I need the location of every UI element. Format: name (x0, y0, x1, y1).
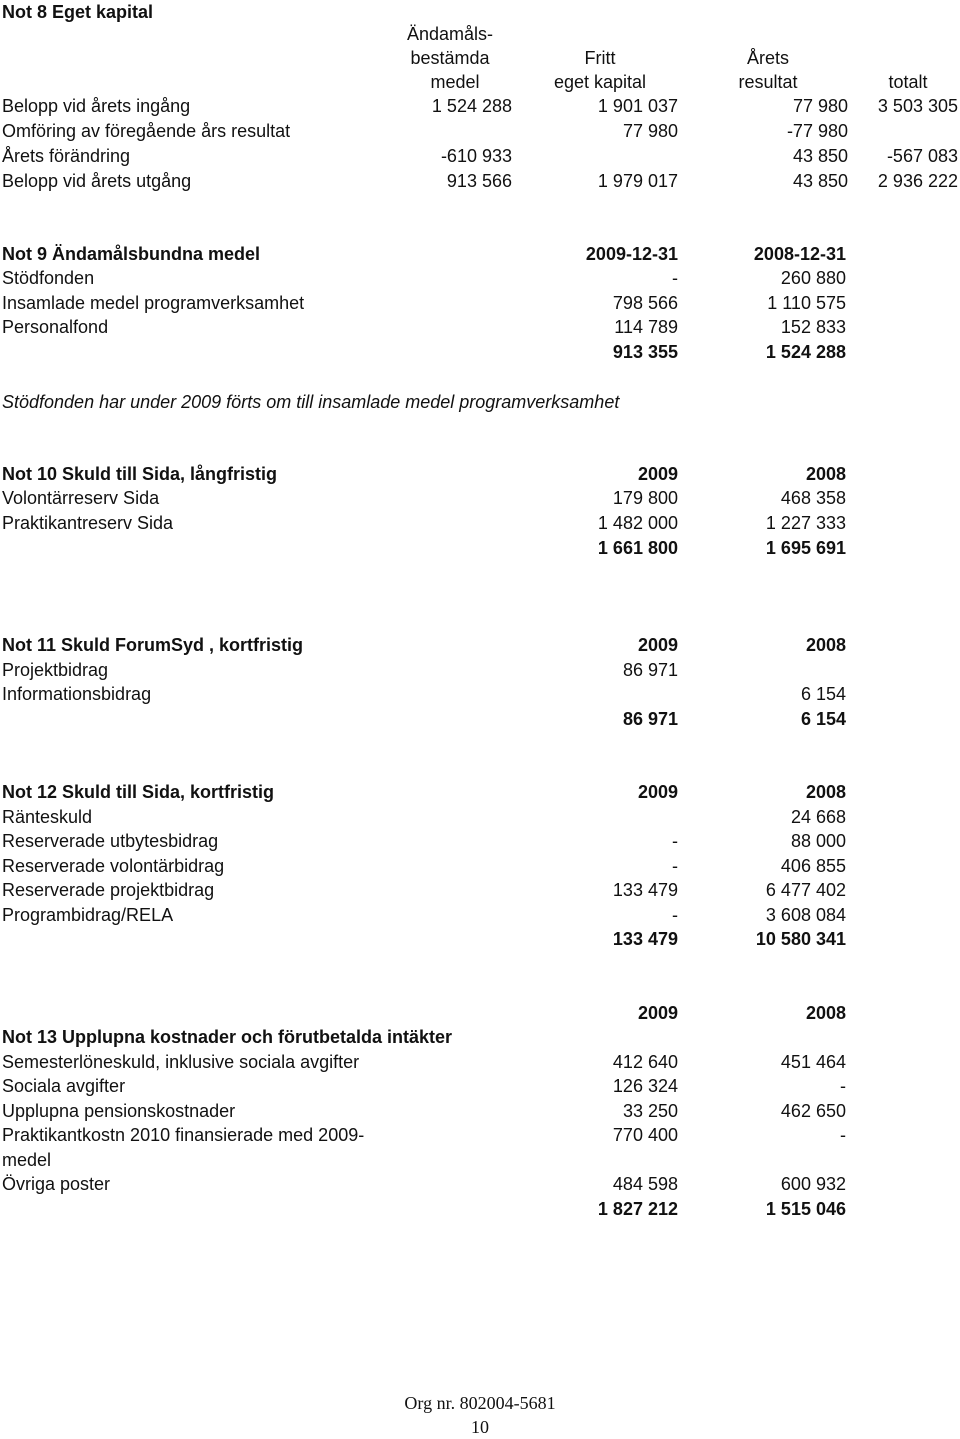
not10-row (2, 486, 958, 510)
not13-total-row (2, 1197, 958, 1221)
row-label: Praktikantkostn 2010 finansierade med 2009- (2, 1125, 365, 1145)
not8-row (2, 94, 958, 118)
not8-title: Not 8 Eget kapital (2, 2, 154, 22)
not8-row (2, 144, 958, 168)
value-2008: 260 880 (780, 268, 846, 288)
total-2009: 86 971 (622, 709, 678, 729)
not11-total-row (2, 707, 958, 731)
not9-header (2, 242, 958, 266)
total-2008: 1 524 288 (765, 342, 846, 362)
value-2008: - (840, 1076, 846, 1096)
value-2008: - (840, 1125, 846, 1145)
value-col2: 1 901 037 (597, 96, 678, 116)
value-2009: - (672, 268, 678, 288)
value-col2: 1 979 017 (597, 171, 678, 191)
row-label: Belopp vid årets ingång (2, 96, 191, 116)
row-label: Ränteskuld (2, 807, 93, 827)
column-header-2008: 2008 (805, 464, 846, 484)
total-2009: 1 827 212 (597, 1199, 678, 1219)
column-header-2009: 2009-12-31 (585, 244, 678, 264)
value-2009: 126 324 (612, 1076, 678, 1096)
total-2008: 1 695 691 (765, 538, 846, 558)
value-2009: 133 479 (612, 880, 678, 900)
not12-row (2, 829, 958, 853)
column-header-2009: 2009 (637, 1003, 678, 1023)
value-2009: - (672, 831, 678, 851)
total-2008: 1 515 046 (765, 1199, 846, 1219)
not8-header-col1-line3: medel (430, 72, 480, 92)
not8-row (2, 169, 958, 193)
not12-row (2, 903, 958, 927)
column-header-2008: 2008 (805, 782, 846, 802)
value-2009: 86 971 (622, 660, 678, 680)
column-header-2009: 2009 (637, 635, 678, 655)
not13-column-headers (2, 1001, 958, 1025)
row-label: Reserverade projektbidrag (2, 880, 215, 900)
value-2008: 88 000 (790, 831, 846, 851)
value-2009: 798 566 (612, 293, 678, 313)
not8-header-col3-line2: resultat (738, 72, 798, 92)
row-label: Belopp vid årets utgång (2, 171, 192, 191)
value-col4: 3 503 305 (877, 96, 958, 116)
row-label: Omföring av föregående års resultat (2, 121, 291, 141)
value-2008: 451 464 (780, 1052, 846, 1072)
not9-note: Stödfonden har under 2009 förts om till insamlade medel programverksamhet (2, 392, 620, 412)
value-col4: 2 936 222 (877, 171, 958, 191)
value-2008: 6 477 402 (765, 880, 846, 900)
row-label: Sociala avgifter (2, 1076, 126, 1096)
row-label: Volontärreserv Sida (2, 488, 160, 508)
value-2008: 1 227 333 (765, 513, 846, 533)
value-2008: 600 932 (780, 1174, 846, 1194)
total-2008: 10 580 341 (755, 929, 846, 949)
not10-title: Not 10 Skuld till Sida, långfristig (2, 464, 278, 484)
not11-row (2, 682, 958, 706)
column-header-2009: 2009 (637, 782, 678, 802)
not9-title: Not 9 Ändamålsbundna medel (2, 244, 261, 264)
not9-row (2, 291, 958, 315)
value-col3: 77 980 (792, 96, 848, 116)
value-2009: 1 482 000 (597, 513, 678, 533)
total-2009: 133 479 (612, 929, 678, 949)
column-header-2008: 2008-12-31 (753, 244, 846, 264)
value-col2: 77 980 (622, 121, 678, 141)
row-label: Semesterlöneskuld, inklusive sociala avgifter (2, 1052, 360, 1072)
not9-row (2, 315, 958, 339)
page-number: 10 (471, 1417, 489, 1437)
row-label: Insamlade medel programverksamhet (2, 293, 305, 313)
not8-header-col2-line1: Fritt (584, 48, 616, 68)
value-2008: 3 608 084 (765, 905, 846, 925)
value-2009: 114 789 (614, 317, 678, 337)
not8-header-col1-line1: Ändamåls- (406, 24, 494, 44)
not8-header-col1-line2: bestämda (410, 48, 490, 68)
value-2008: 1 110 575 (767, 293, 846, 313)
value-col1: 913 566 (446, 171, 512, 191)
value-2008: 468 358 (780, 488, 846, 508)
not13-row (2, 1050, 958, 1074)
value-2009: 484 598 (612, 1174, 678, 1194)
row-label: Personalfond (2, 317, 109, 337)
not8-row (2, 119, 958, 143)
value-col1: 1 524 288 (431, 96, 512, 116)
not12-row (2, 878, 958, 902)
value-col3: 43 850 (792, 146, 848, 166)
value-2009: 33 250 (622, 1101, 678, 1121)
value-col3: 43 850 (792, 171, 848, 191)
row-label: Stödfonden (2, 268, 95, 288)
column-header-2009: 2009 (637, 464, 678, 484)
not13-row (2, 1123, 958, 1147)
not10-header (2, 462, 958, 486)
row-label: Övriga poster (2, 1174, 111, 1194)
row-label: medel (2, 1150, 52, 1170)
not8-header-col3-line1: Årets (746, 48, 789, 68)
not11-row (2, 658, 958, 682)
not13-title: Not 13 Upplupna kostnader och förutbetalda intäkter (2, 1027, 453, 1047)
value-2008: 152 833 (780, 317, 846, 337)
value-2009: - (672, 856, 678, 876)
column-header-2008: 2008 (805, 635, 846, 655)
row-label: Programbidrag/RELA (2, 905, 174, 925)
not12-header (2, 780, 958, 804)
not11-header (2, 633, 958, 657)
value-2009: 179 800 (612, 488, 678, 508)
value-2009: 412 640 (612, 1052, 678, 1072)
total-2008: 6 154 (800, 709, 846, 729)
row-label: Reserverade volontärbidrag (2, 856, 225, 876)
value-2008: 406 855 (780, 856, 846, 876)
row-label: Informationsbidrag (2, 684, 152, 704)
row-label: Reserverade utbytesbidrag (2, 831, 219, 851)
not12-row (2, 854, 958, 878)
not13-row (2, 1099, 958, 1123)
not11-title: Not 11 Skuld ForumSyd , kortfristig (2, 635, 304, 655)
not10-row (2, 511, 958, 535)
not12-total-row (2, 927, 958, 951)
value-2008: 462 650 (780, 1101, 846, 1121)
row-label: Praktikantreserv Sida (2, 513, 174, 533)
not9-total-row (2, 340, 958, 364)
not9-row (2, 266, 958, 290)
total-2009: 1 661 800 (597, 538, 678, 558)
not12-title: Not 12 Skuld till Sida, kortfristig (2, 782, 275, 802)
not8-header-col4: totalt (888, 72, 928, 92)
not13-row (2, 1074, 958, 1098)
org-number: Org nr. 802004-5681 (404, 1393, 556, 1413)
value-col1: -610 933 (440, 146, 512, 166)
row-label: Upplupna pensionskostnader (2, 1101, 236, 1121)
value-2008: 6 154 (800, 684, 846, 704)
not13-row (2, 1172, 958, 1196)
row-label: Årets förändring (2, 146, 131, 166)
not13-row (2, 1148, 958, 1172)
row-label: Projektbidrag (2, 660, 109, 680)
not12-row (2, 805, 958, 829)
total-2009: 913 355 (612, 342, 678, 362)
not10-total-row (2, 536, 958, 560)
value-col4: -567 083 (886, 146, 958, 166)
value-col3: -77 980 (786, 121, 848, 141)
value-2008: 24 668 (790, 807, 846, 827)
value-2009: 770 400 (612, 1125, 678, 1145)
column-header-2008: 2008 (805, 1003, 846, 1023)
value-2009: - (672, 905, 678, 925)
not8-header-col2-line2: eget kapital (553, 72, 647, 92)
